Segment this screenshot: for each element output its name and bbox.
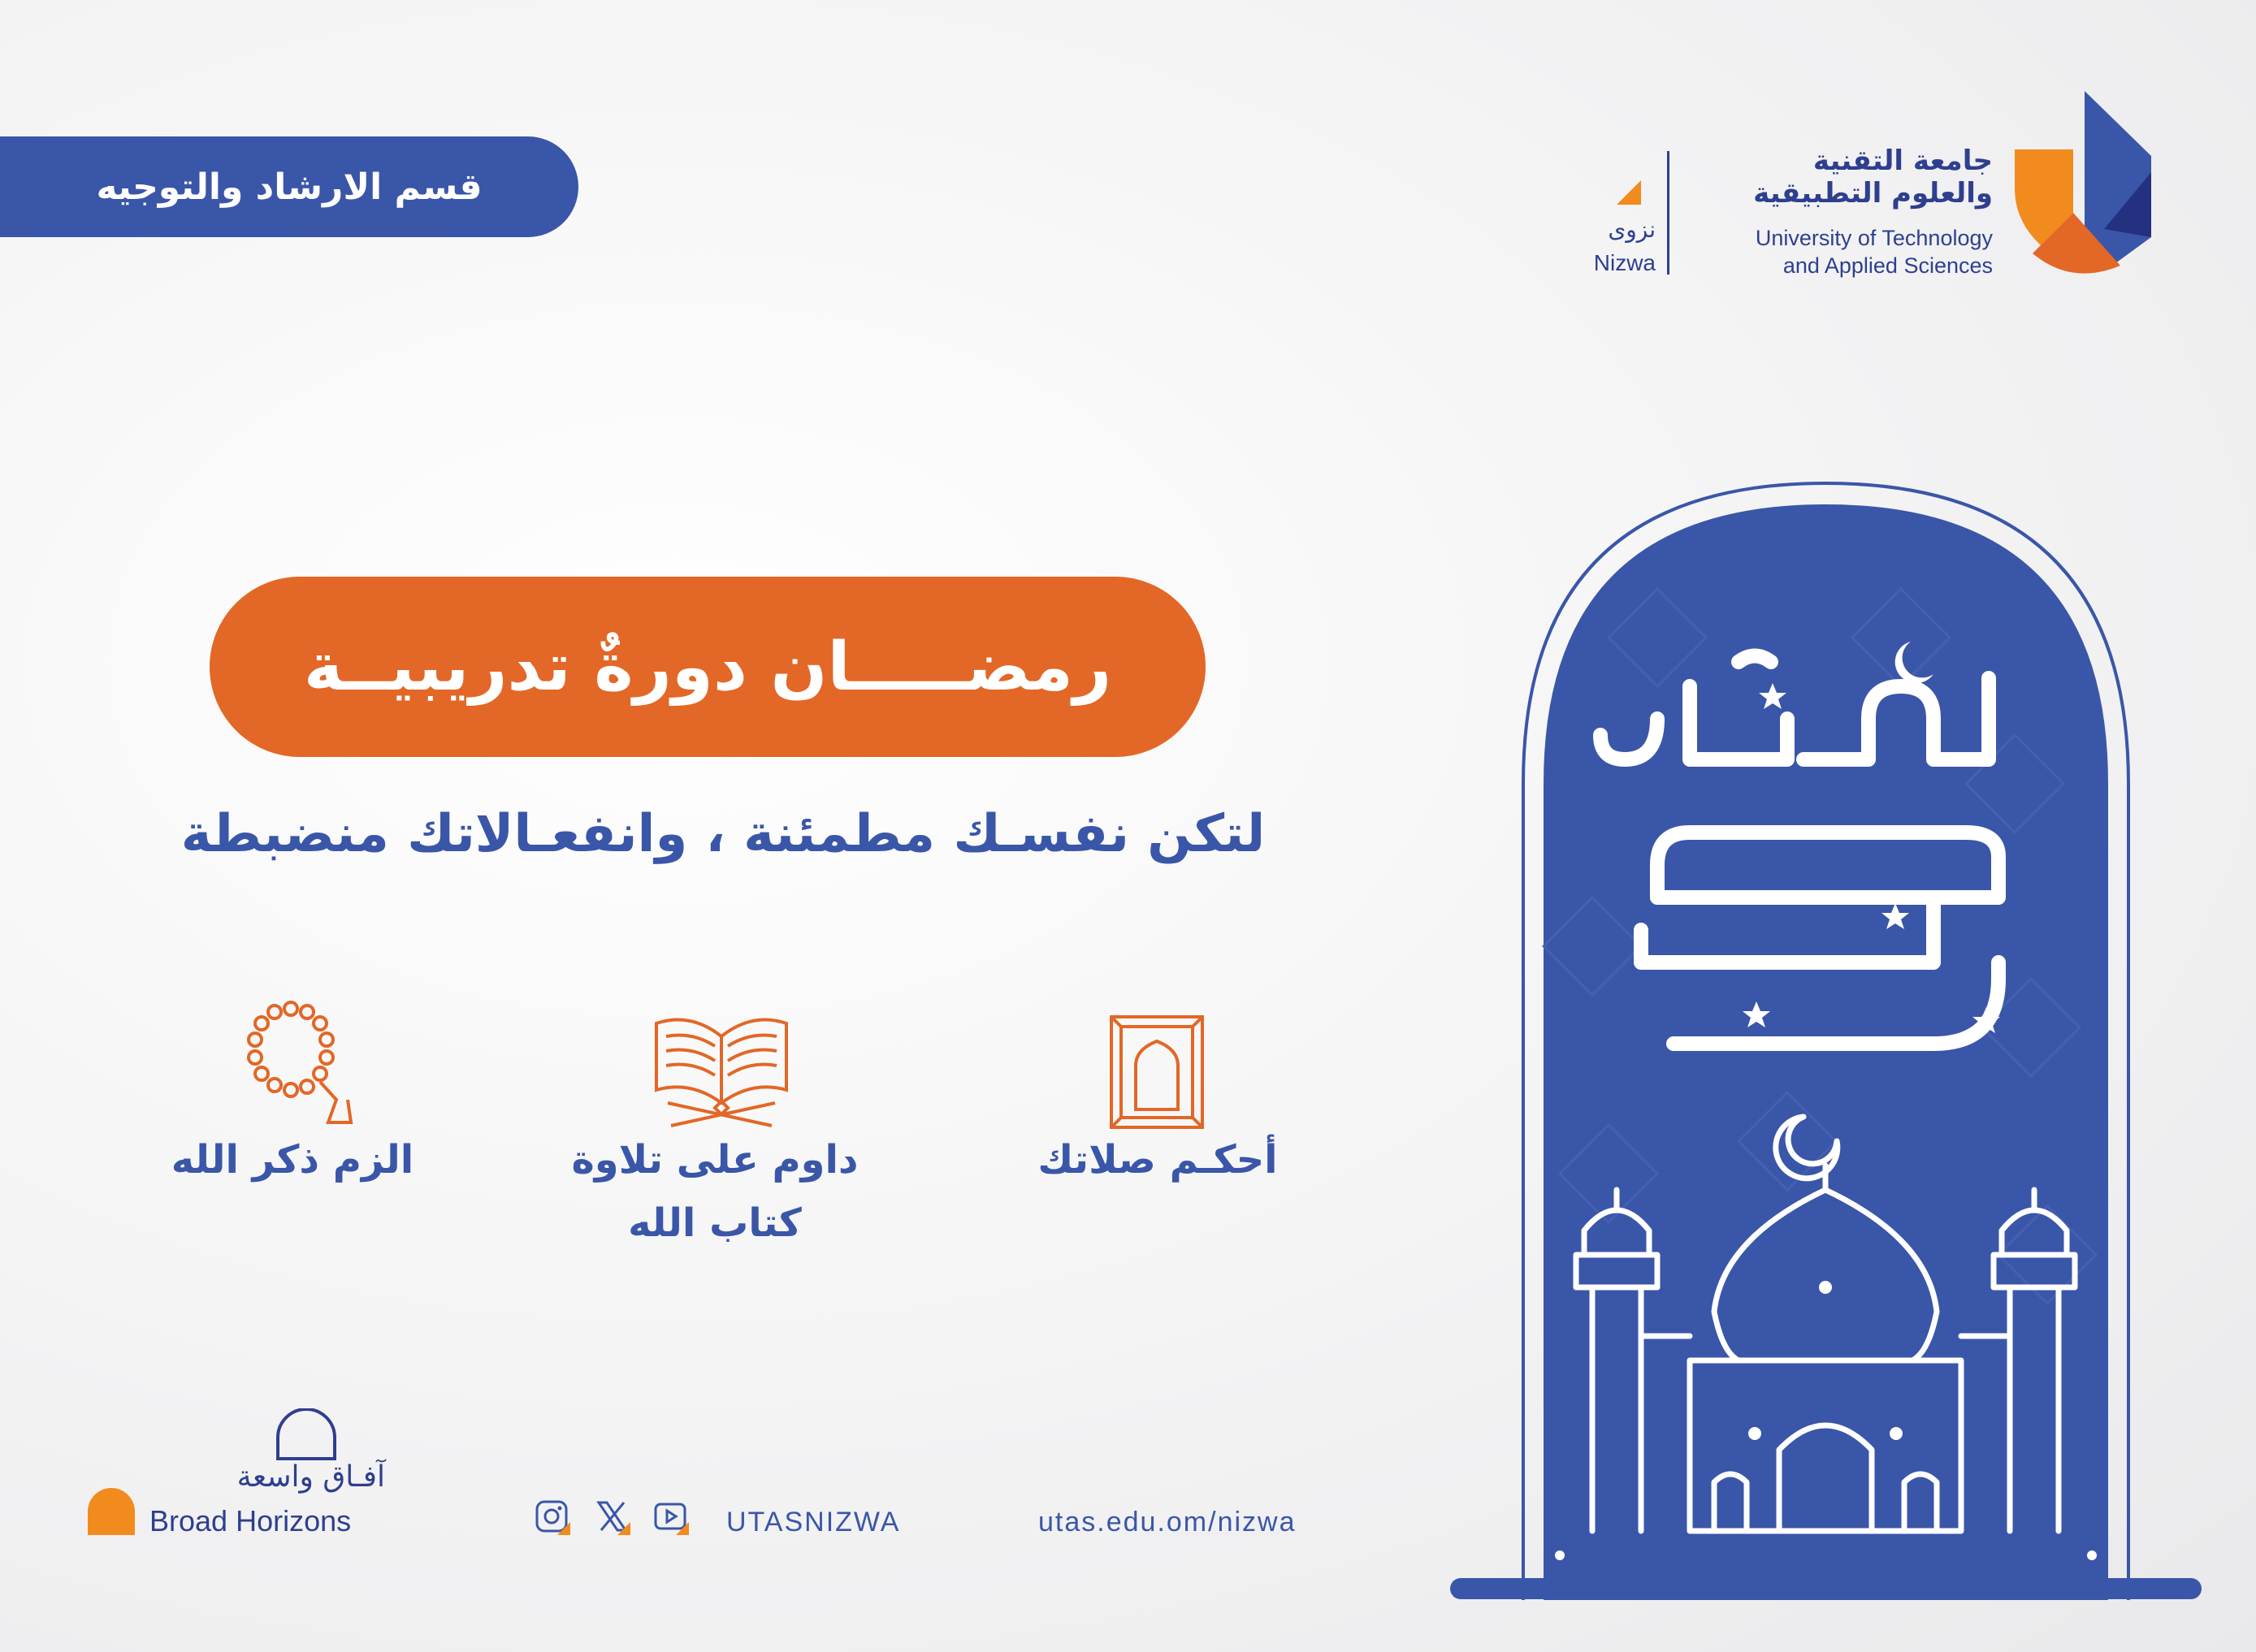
ramadan-poster-illustration (1446, 475, 2206, 1604)
website-link[interactable]: utas.edu.om/nizwa (1038, 1507, 1297, 1537)
subtitle: لتكن نفسـك مطمئنة ، وانفعـالاتك منضبطة (180, 804, 1266, 864)
feature-quran-label-1: داوم على تلاوة (571, 1137, 859, 1183)
prayer-beads-icon (237, 999, 357, 1132)
brand-name-en: Broad Horizons (149, 1504, 352, 1537)
broad-horizons-logo-icon (86, 1486, 136, 1537)
quran-icon (650, 1012, 793, 1132)
feature-dhikr-label: الزم ذكر الله (171, 1137, 414, 1183)
campus-name-ar: نزوى (1608, 216, 1656, 243)
broad-horizons-arch-icon (273, 1408, 340, 1460)
university-name-ar-1: جامعة التقنية (1812, 145, 1993, 177)
brand-name-ar: آفـاق واسعة (236, 1460, 385, 1494)
campus-name-en: Nizwa (1593, 250, 1656, 275)
university-name-ar-2: والعلوم التطبيقية (1753, 177, 1993, 210)
feature-quran-label-2: كتاب الله (628, 1200, 802, 1246)
logo-divider (1667, 151, 1669, 275)
university-logo-icon (2015, 91, 2153, 286)
department-badge: قسم الارشاد والتوجيه (0, 136, 578, 237)
youtube-icon[interactable] (653, 1499, 691, 1537)
instagram-icon[interactable] (535, 1499, 572, 1537)
feature-prayer-label: أحكـم صلاتك (1037, 1137, 1278, 1183)
social-handle[interactable]: UTASNIZWA (726, 1507, 901, 1537)
university-name-en-1: University of Technology (1755, 226, 1993, 250)
prayer-mat-icon (1108, 1014, 1206, 1131)
x-icon[interactable] (595, 1499, 632, 1537)
headline-banner: رمضـــــان دورةٌ تدريبيــة (210, 577, 1206, 757)
university-name-en-2: and Applied Sciences (1782, 253, 1993, 278)
campus-mark-icon (1617, 180, 1643, 206)
